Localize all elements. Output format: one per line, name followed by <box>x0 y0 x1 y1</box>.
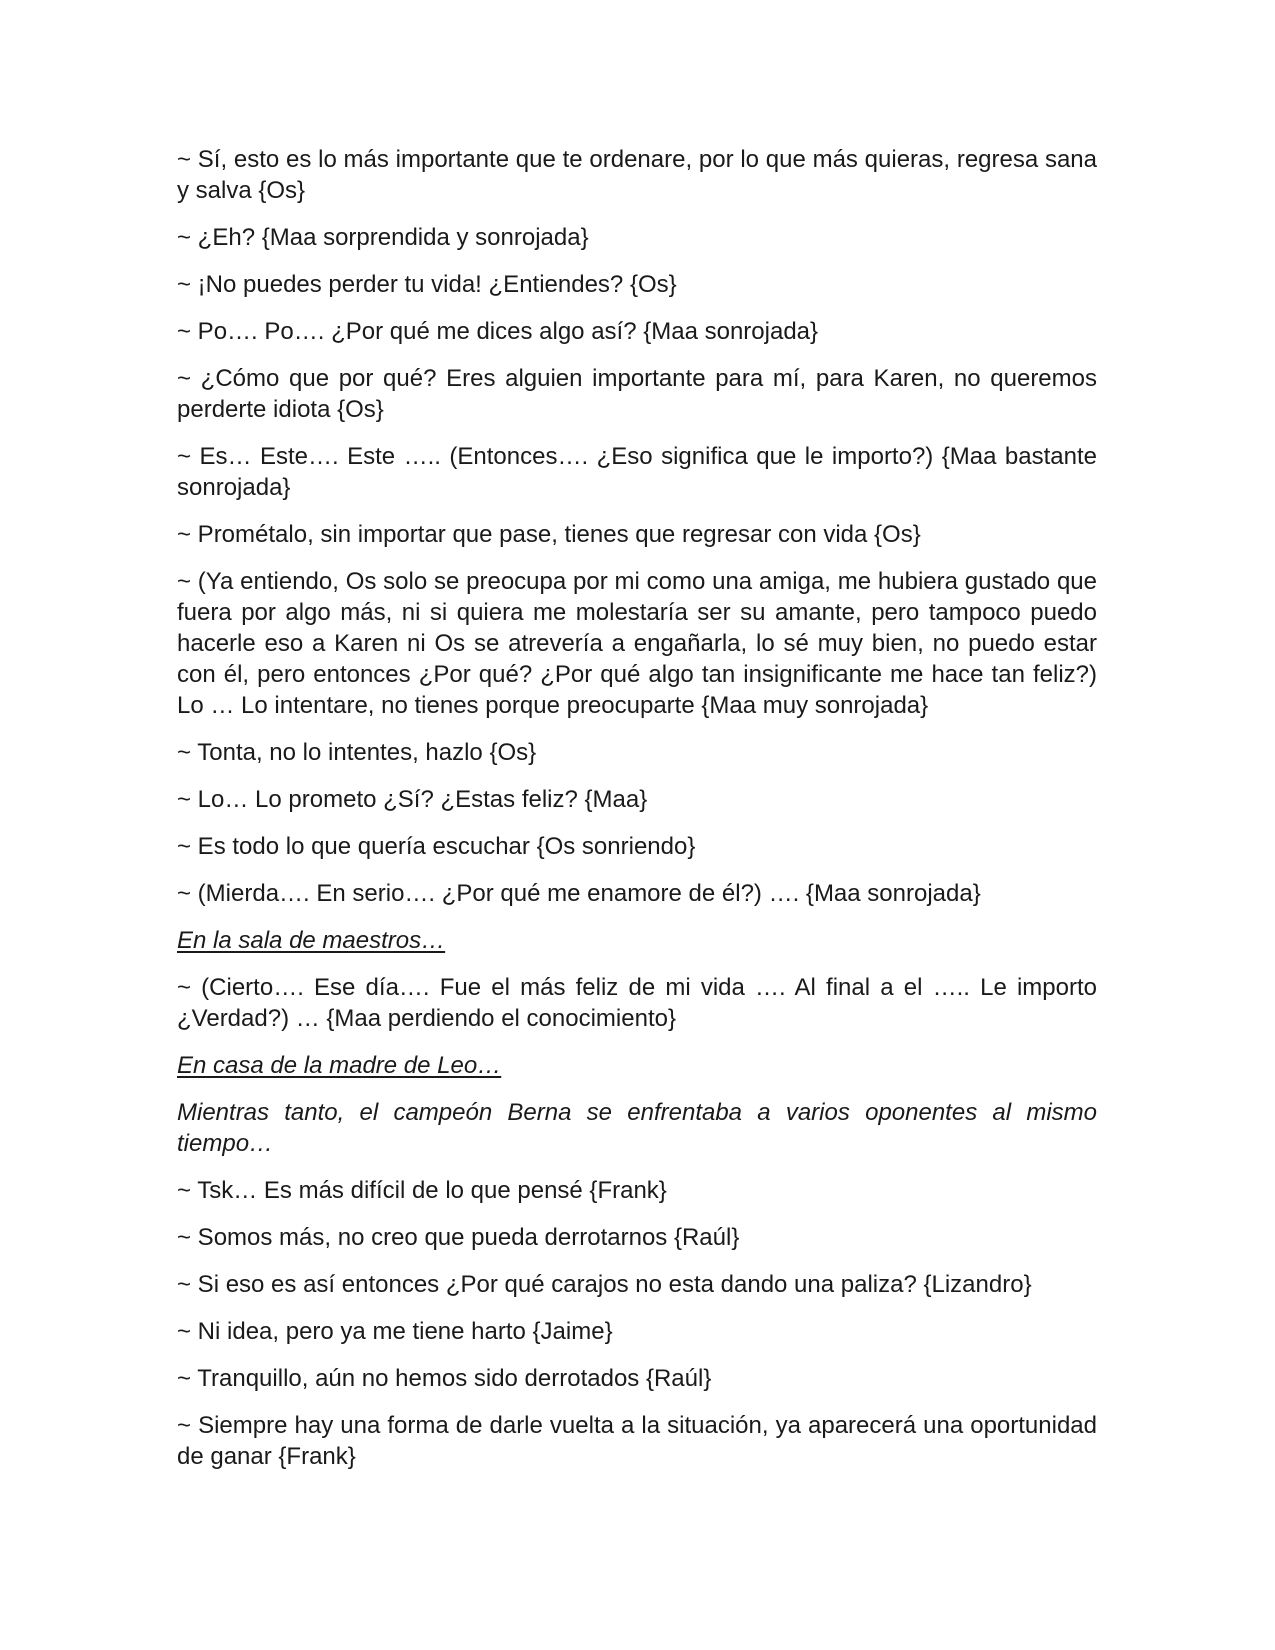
dialogue-line: ~ Es… Este…. Este ….. (Entonces…. ¿Eso significa que le importo?) {Maa bastante sonrojada} <box>177 443 1097 501</box>
dialogue-line: ~ Tonta, no lo intentes, hazlo {Os} <box>177 739 537 766</box>
dialogue-line: ~ ¿Eh? {Maa sorprendida y sonrojada} <box>177 224 589 251</box>
dialogue-line: ~ Tranquillo, aún no hemos sido derrotados {Raúl} <box>177 1365 712 1392</box>
dialogue-line: ~ Po…. Po…. ¿Por qué me dices algo así? {Maa sonrojada} <box>177 318 819 345</box>
dialogue-line: ~ Prométalo, sin importar que pase, tienes que regresar con vida {Os} <box>177 521 921 548</box>
dialogue-line: ~ Si eso es así entonces ¿Por qué carajos no esta dando una paliza? {Lizandro} <box>177 1271 1032 1298</box>
dialogue-line: ~ (Ya entiendo, Os solo se preocupa por mi como una amiga, me hubiera gustado que fuera por algo más, ni si quiera me molestaría ser su amante, pero tampoco puedo hacerle eso a Karen ni Os se atrevería a engañarla, lo sé muy bien, no puedo estar con él, pero entonces ¿Por qué? ¿Por qué algo tan insignificante me hace tan feliz?) Lo … Lo intentare, no tienes porque preocuparte {Maa muy sonrojada} <box>177 568 1097 719</box>
dialogue-line: ~ Ni idea, pero ya me tiene harto {Jaime} <box>177 1318 613 1345</box>
dialogue-line: ~ Sí, esto es lo más importante que te ordenare, por lo que más quieras, regresa sana y salva {Os} <box>177 146 1097 204</box>
narration-paragraph: Mientras tanto, el campeón Berna se enfrentaba a varios oponentes al mismo tiempo… <box>177 1099 1097 1157</box>
dialogue-line: ~ Lo… Lo prometo ¿Sí? ¿Estas feliz? {Maa} <box>177 786 648 813</box>
dialogue-line: ~ (Mierda…. En serio…. ¿Por qué me enamore de él?) …. {Maa sonrojada} <box>177 880 981 907</box>
dialogue-line: ~ Siempre hay una forma de darle vuelta a la situación, ya aparecerá una oportunidad de ganar {Frank} <box>177 1412 1097 1470</box>
scene-heading: En la sala de maestros… <box>177 927 446 954</box>
dialogue-line: ~ Somos más, no creo que pueda derrotarnos {Raúl} <box>177 1224 740 1251</box>
dialogue-line: ~ Es todo lo que quería escuchar {Os sonriendo} <box>177 833 696 860</box>
document-body <box>177 144 1097 1488</box>
scene-heading: En casa de la madre de Leo… <box>177 1052 502 1079</box>
dialogue-line: ~ ¡No puedes perder tu vida! ¿Entiendes? {Os} <box>177 271 677 298</box>
dialogue-line: ~ (Cierto…. Ese día…. Fue el más feliz de mi vida …. Al final a el ….. Le importo ¿Verdad?) … {Maa perdiendo el conocimiento} <box>177 974 1097 1032</box>
dialogue-line: ~ Tsk… Es más difícil de lo que pensé {Frank} <box>177 1177 667 1204</box>
dialogue-line: ~ ¿Cómo que por qué? Eres alguien importante para mí, para Karen, no queremos perderte idiota {Os} <box>177 365 1097 423</box>
